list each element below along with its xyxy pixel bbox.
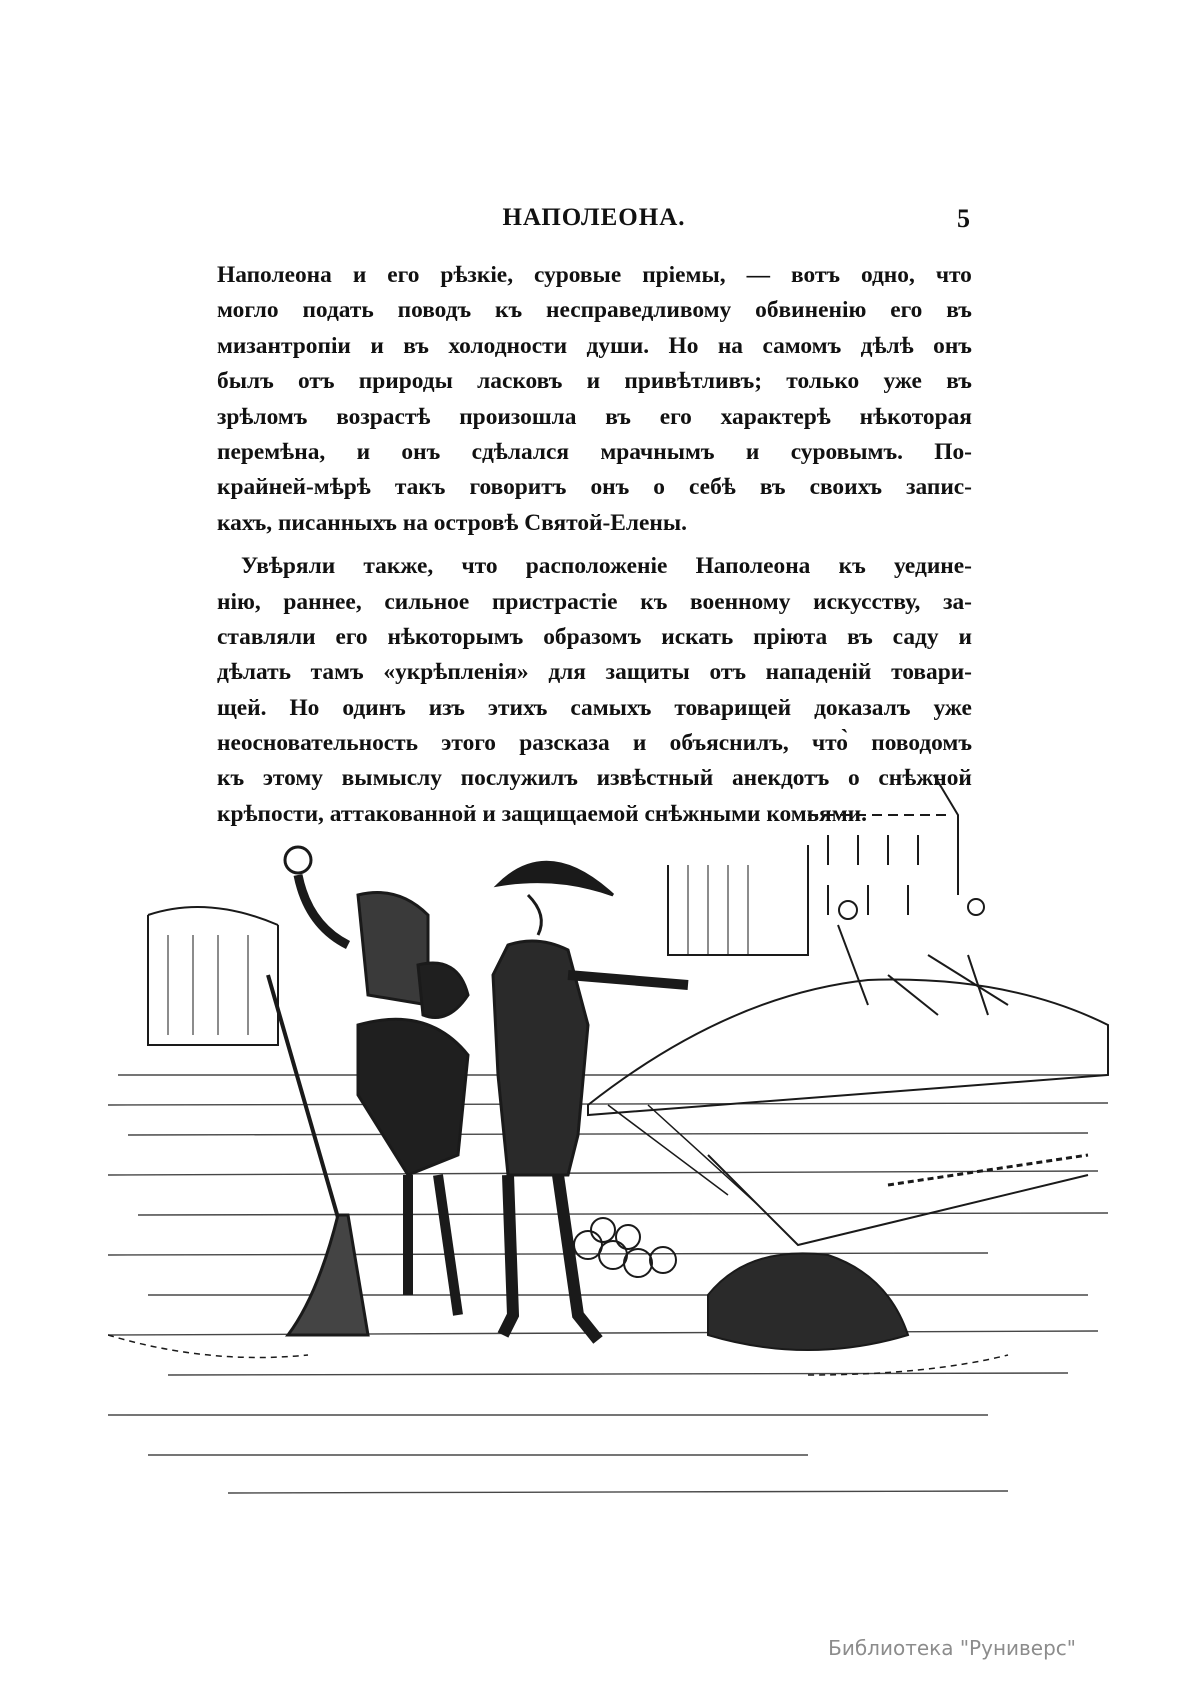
text-line: Увѣряли также, что расположеніе Наполеона къ уедине- xyxy=(241,553,972,580)
clothes-pile xyxy=(708,1253,908,1350)
text-line: зрѣломъ возрастѣ произошла въ его характерѣ нѣкоторая xyxy=(217,403,972,430)
sweeping-boy-figure xyxy=(268,963,468,1335)
engraving-snowball-fight-icon xyxy=(108,775,1120,1535)
text-line: перемѣна, и онъ сдѣлался мрачнымъ и суровымъ. По- xyxy=(217,438,972,465)
text-line: дѣлать тамъ «укрѣпленія» для защиты отъ нападеній товари- xyxy=(217,659,972,686)
thrower-figure xyxy=(285,847,428,1005)
text-line: крайней-мѣрѣ такъ говоритъ онъ о себѣ въ своихъ запис- xyxy=(217,474,972,501)
text-line: ставляли его нѣкоторымъ образомъ искать пріюта въ саду и xyxy=(217,623,972,650)
snowball-pile xyxy=(574,1218,676,1277)
running-head xyxy=(218,204,970,244)
running-title: НАПОЛЕОНА. xyxy=(502,204,686,231)
text-line: мизантропіи и въ холодности души. Но на самомъ дѣлѣ онъ xyxy=(217,332,972,359)
left-building xyxy=(148,907,278,1045)
text-line: Наполеона и его рѣзкіе, суровые пріемы, — вотъ одно, что xyxy=(217,262,972,288)
text-line: нію, раннее, сильное пристрастіе къ военному искусству, за- xyxy=(217,588,972,615)
crowd-right xyxy=(838,899,1008,1015)
text-line: могло подать поводъ къ несправедливому обвиненію его въ xyxy=(217,297,972,324)
text-line: къ этому вымыслу послужилъ извѣстный анекдотъ о снѣжной xyxy=(217,765,972,792)
right-building xyxy=(668,775,958,955)
library-credit: Библиотека "Руниверс" xyxy=(828,1636,1076,1660)
body-text xyxy=(217,258,972,832)
text-line: былъ отъ природы ласковъ и привѣтливъ; только уже въ xyxy=(217,368,972,395)
text-line: щей. Но одинъ изъ этихъ самыхъ товарищей доказалъ уже xyxy=(217,694,972,721)
napoleon-figure xyxy=(493,862,688,1340)
text-line: неосновательность этого разсказа и объяснилъ, что̀ поводомъ xyxy=(217,730,972,757)
snow-embankment xyxy=(588,980,1108,1115)
ground-lines xyxy=(108,1075,1108,1493)
text-line: крѣпости, аттакованной и защищаемой снѣжными комьями. xyxy=(217,800,867,827)
text-line: кахъ, писанныхъ на островѣ Святой-Елены. xyxy=(217,509,687,536)
page-number: 5 xyxy=(957,204,970,233)
paragraph-gap xyxy=(217,541,972,549)
